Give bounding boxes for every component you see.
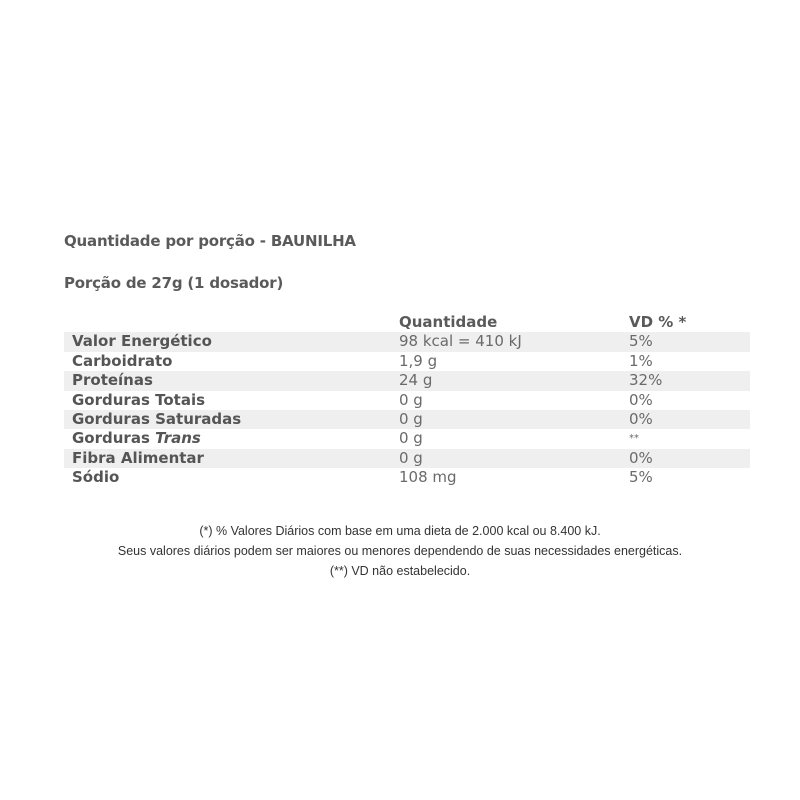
nutrient-quantity: 0 g: [399, 448, 423, 467]
nutrient-vd: 0%: [629, 409, 653, 428]
footnote-needs: Seus valores diários podem ser maiores ou menores dependendo de suas necessidades energéticas.: [117, 544, 683, 558]
nutrient-name: Fibra Alimentar: [72, 448, 204, 467]
header-quantity: Quantidade: [399, 313, 498, 331]
table-header: [64, 313, 750, 332]
nutrient-name: [72, 429, 201, 448]
table-row: [64, 449, 750, 468]
table-row: [64, 391, 750, 410]
footnotes: [0, 521, 800, 581]
table-row: [64, 410, 750, 429]
nutrient-vd: 5%: [629, 332, 653, 351]
nutrient-name: Gorduras Saturadas: [72, 409, 242, 428]
nutrient-name: Valor Energético: [72, 332, 212, 351]
table-row: [64, 371, 750, 390]
nutrient-name: Sódio: [72, 468, 120, 487]
nutrient-quantity: 24 g: [399, 371, 433, 390]
nutrient-name: Carboidrato: [72, 351, 173, 370]
nutrient-vd: 32%: [629, 371, 663, 390]
nutrient-vd: 0%: [629, 448, 653, 467]
nutrient-name: Gorduras Totais: [72, 390, 206, 409]
footnote-daily-values: (*) % Valores Diários com base em uma dieta de 2.000 kcal ou 8.400 kJ.: [199, 524, 601, 538]
table-row: [64, 332, 750, 351]
portion-label: Porção de 27g (1 dosador): [64, 274, 284, 292]
table-row: [64, 429, 750, 448]
header-vd: VD % *: [629, 313, 687, 331]
nutrient-vd: 1%: [629, 351, 653, 370]
nutrition-table: [64, 313, 750, 488]
nutrient-vd: **: [629, 433, 639, 445]
nutrient-vd: 5%: [629, 468, 653, 487]
nutrient-quantity: 1,9 g: [399, 351, 438, 370]
nutrient-vd: 0%: [629, 390, 653, 409]
page-title: Quantidade por porção - BAUNILHA: [64, 232, 356, 250]
nutrient-quantity: 108 mg: [399, 468, 457, 487]
nutrient-name-italic: Trans: [155, 429, 201, 448]
nutrient-quantity: 0 g: [399, 390, 423, 409]
nutrient-quantity: 0 g: [399, 409, 423, 428]
nutrient-name: Proteínas: [72, 371, 153, 390]
nutrient-quantity: 0 g: [399, 429, 423, 448]
nutrient-name-main: Gorduras: [72, 429, 150, 448]
table-row: [64, 468, 750, 487]
table-row: [64, 352, 750, 371]
nutrient-quantity: 98 kcal = 410 kJ: [399, 332, 522, 351]
footnote-vd-not-established: (**) VD não estabelecido.: [329, 564, 471, 578]
